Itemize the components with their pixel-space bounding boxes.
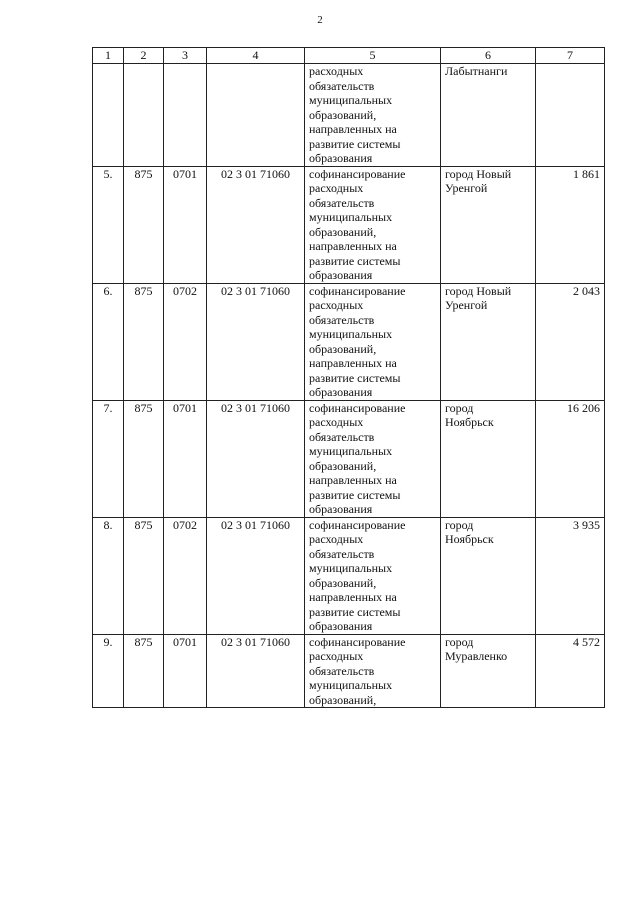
section-code: 0701: [164, 400, 207, 517]
header-col-2: 2: [124, 48, 164, 64]
amount-value: 16 206: [536, 400, 605, 517]
purpose-text-line: образования: [309, 385, 373, 399]
municipality-name: [441, 517, 536, 634]
purpose-text-line: софинансирование: [309, 634, 406, 649]
table-row: [93, 400, 605, 517]
section-code: 0702: [164, 517, 207, 634]
page-number: 2: [317, 14, 323, 26]
purpose-text: [305, 634, 441, 708]
purpose-text-line: образований,: [309, 107, 377, 122]
purpose-text-line: направленных на: [309, 473, 397, 487]
target-article-code: 02 3 01 71060: [207, 166, 305, 283]
purpose-text: [305, 400, 441, 517]
table-header-row: [93, 48, 605, 64]
amount-value: 2 043: [536, 283, 605, 400]
purpose-text-line: развитие системы: [309, 604, 401, 619]
purpose-text-line: образования: [309, 502, 373, 516]
admin-code: 875: [124, 517, 164, 634]
purpose-text-line: софинансирование: [309, 517, 406, 532]
header-col-4: 4: [207, 48, 305, 64]
municipality-name-line: Уренгой: [445, 181, 488, 195]
purpose-text-line: образования: [309, 151, 373, 165]
header-col-3: 3: [164, 48, 207, 64]
purpose-text-line: развитие системы: [309, 487, 401, 502]
row-number: 9.: [93, 634, 124, 708]
subsidy-table: [92, 47, 605, 708]
target-article-code: 02 3 01 71060: [207, 283, 305, 400]
municipality-name: [441, 64, 536, 167]
admin-code: 875: [124, 166, 164, 283]
purpose-text-line: муниципальных: [309, 210, 393, 224]
amount-value: [536, 64, 605, 167]
purpose-text-line: обязательств: [309, 429, 375, 444]
target-article-code: [207, 64, 305, 167]
purpose-text-line: расходных: [309, 64, 364, 78]
table-row: [93, 64, 605, 167]
purpose-text-line: обязательств: [309, 312, 375, 327]
purpose-text: [305, 166, 441, 283]
admin-code: 875: [124, 634, 164, 708]
purpose-text-line: образований,: [309, 692, 377, 707]
purpose-text: [305, 283, 441, 400]
header-col-6: 6: [441, 48, 536, 64]
amount-value: 3 935: [536, 517, 605, 634]
section-code: 0701: [164, 634, 207, 708]
purpose-text-line: муниципальных: [309, 444, 393, 458]
row-number: 6.: [93, 283, 124, 400]
municipality-name: [441, 166, 536, 283]
purpose-text-line: обязательств: [309, 195, 375, 210]
amount-value: 4 572: [536, 634, 605, 708]
header-col-7: 7: [536, 48, 605, 64]
header-col-1: 1: [93, 48, 124, 64]
admin-code: 875: [124, 400, 164, 517]
purpose-text-line: муниципальных: [309, 327, 393, 341]
table-row: [93, 634, 605, 708]
row-number: [93, 64, 124, 167]
purpose-text-line: муниципальных: [309, 93, 393, 107]
purpose-text-line: расходных: [309, 649, 364, 663]
purpose-text-line: расходных: [309, 415, 364, 429]
municipality-name-line: Ноябрьск: [445, 415, 494, 429]
purpose-text-line: муниципальных: [309, 678, 393, 692]
municipality-name-line: город Новый: [445, 283, 512, 298]
purpose-text-line: обязательств: [309, 663, 375, 678]
municipality-name: [441, 283, 536, 400]
purpose-text: [305, 64, 441, 167]
table-row: [93, 283, 605, 400]
purpose-text-line: расходных: [309, 298, 364, 312]
purpose-text-line: образований,: [309, 458, 377, 473]
purpose-text-line: направленных на: [309, 356, 397, 370]
municipality-name-line: Ноябрьск: [445, 532, 494, 546]
municipality-name-line: город: [445, 634, 474, 649]
municipality-name: [441, 634, 536, 708]
municipality-name: [441, 400, 536, 517]
target-article-code: 02 3 01 71060: [207, 400, 305, 517]
purpose-text-line: развитие системы: [309, 370, 401, 385]
purpose-text-line: направленных на: [309, 122, 397, 136]
municipality-name-line: город: [445, 400, 474, 415]
purpose-text-line: образований,: [309, 224, 377, 239]
section-code: 0701: [164, 166, 207, 283]
municipality-name-line: Уренгой: [445, 298, 488, 312]
purpose-text-line: софинансирование: [309, 166, 406, 181]
table-row: [93, 517, 605, 634]
municipality-name-line: город: [445, 517, 474, 532]
admin-code: [124, 64, 164, 167]
section-code: [164, 64, 207, 167]
purpose-text-line: софинансирование: [309, 283, 406, 298]
row-number: 5.: [93, 166, 124, 283]
row-number: 7.: [93, 400, 124, 517]
municipality-name-line: Лабытнанги: [445, 64, 508, 78]
target-article-code: 02 3 01 71060: [207, 634, 305, 708]
header-col-5: 5: [305, 48, 441, 64]
purpose-text-line: развитие системы: [309, 136, 401, 151]
municipality-name-line: Муравленко: [445, 649, 508, 663]
purpose-text-line: образования: [309, 619, 373, 633]
target-article-code: 02 3 01 71060: [207, 517, 305, 634]
amount-value: 1 861: [536, 166, 605, 283]
purpose-text-line: развитие системы: [309, 253, 401, 268]
section-code: 0702: [164, 283, 207, 400]
purpose-text-line: муниципальных: [309, 561, 393, 575]
purpose-text-line: направленных на: [309, 239, 397, 253]
purpose-text-line: обязательств: [309, 78, 375, 93]
purpose-text-line: образований,: [309, 341, 377, 356]
purpose-text-line: обязательств: [309, 546, 375, 561]
purpose-text-line: расходных: [309, 181, 364, 195]
municipality-name-line: город Новый: [445, 166, 512, 181]
table-row: [93, 166, 605, 283]
purpose-text-line: софинансирование: [309, 400, 406, 415]
purpose-text: [305, 517, 441, 634]
purpose-text-line: расходных: [309, 532, 364, 546]
row-number: 8.: [93, 517, 124, 634]
purpose-text-line: направленных на: [309, 590, 397, 604]
purpose-text-line: образований,: [309, 575, 377, 590]
admin-code: 875: [124, 283, 164, 400]
purpose-text-line: образования: [309, 268, 373, 282]
